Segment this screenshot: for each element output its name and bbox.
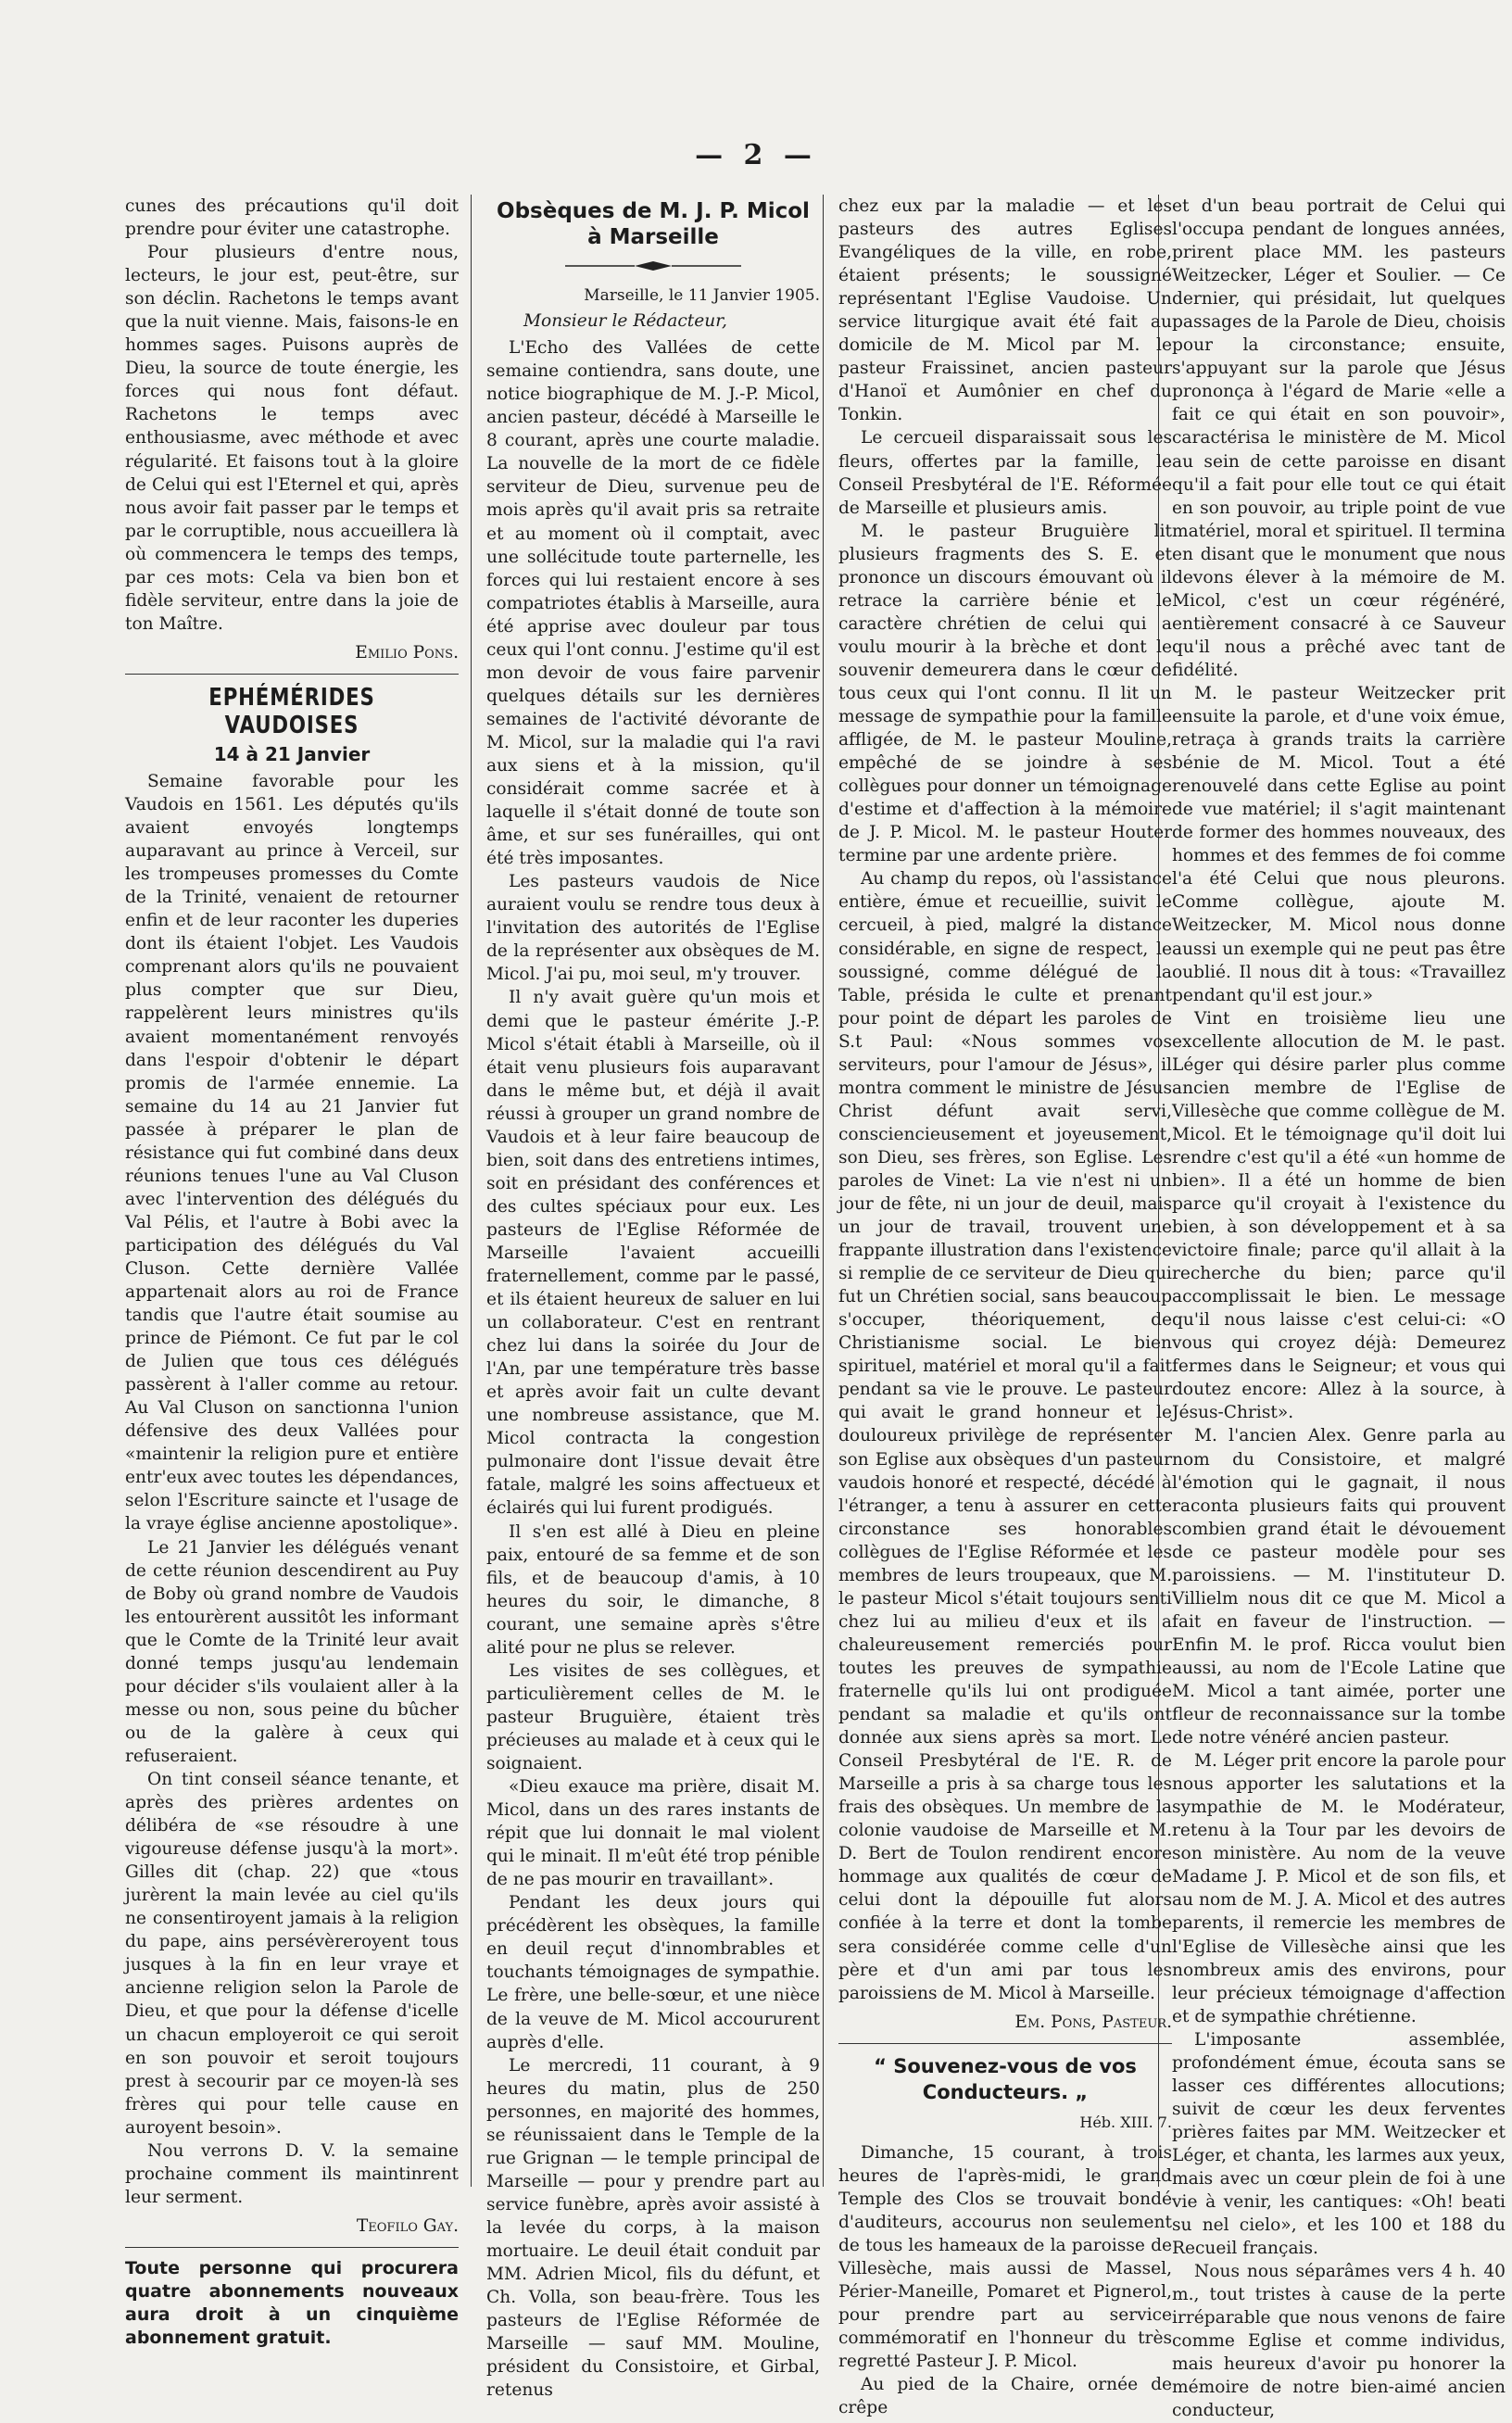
column-rule bbox=[823, 195, 824, 2187]
paragraph: M. le pasteur Weitzecker prit ensuite la parole, et d'une voix émue, retraça à grands traits la carrière bénie de M. Micol. Tout a été renouvelé dans cette Eglise au point de vue matériel; il s'agit maintenant de former des hommes nouveaux, des hommes et des femmes de foi comme l'a été Celui que nous pleurons. Comme collègue, ajoute M. Weitzecker, M. Micol nous donne aussi un exemple qui ne peut pas être oublié. Il nous dit à tous: «Travaillez pendant qu'il est jour.» bbox=[1172, 683, 1506, 1005]
divider bbox=[838, 2043, 1172, 2044]
divider bbox=[125, 674, 459, 675]
paragraph: et d'un beau portrait de Celui qui l'occupa pendant de longues années, prirent place MM. les pasteurs Weitzecker, Léger et Soulier. — Ce dernier, qui présidait, lut quelques passages de la Parole de Dieu, choisis pour la circonstance; ensuite, s'appuyant sur la parole que Jésus prononça à l'égard de Marie «elle a fait ce qui était en son pouvoir», caractérisa le ministère de M. Micol au sein de cette paroisse en disant qu'il a fait pour elle tout ce qui était en son pouvoir, au triple point de vue matériel, moral et spirituel. Il termina en disant que le monument que nous devons élever à la mémoire de M. Micol, c'est un cœur régénéré, entièrement consacré à ce Sauveur qu'il nous a prêché avec tant de fidélité. bbox=[1172, 196, 1506, 680]
paragraph: Au pied de la Chaire, ornée de crêpe bbox=[838, 2375, 1172, 2418]
column-3 bbox=[838, 195, 1172, 2419]
column-1 bbox=[125, 195, 459, 2350]
column-4 bbox=[1172, 195, 1506, 2423]
paragraph: Pour plusieurs d'entre nous, lecteurs, le jour est, peut-être, sur son déclin. Rachetons le temps avant que la nuit vienne. Mais, faisons-le en hommes sages. Puisons auprès de Dieu, la source de toute énergie, les forces qui nous font défaut. Rachetons le temps avec enthousiasme, avec méthode et avec régularité. Et faisons tout à la gloire de Celui qui est l'Eternel et qui, après nous avoir fait passer par le temps et par le corruptible, nous accueillera là où commencera le temps des temps, par ces mots: Cela va bien bon et fidèle serviteur, entre dans la joie de ton Maître. bbox=[125, 243, 459, 634]
paragraph: Le mercredi, 11 courant, à 9 heures du matin, plus de 250 personnes, en majorité des hommes, se réunissaient dans le Temple de la rue Grignan — le temple principal de Marseille — pour y prendre part au service funèbre, après avoir assisté à la levée du corps, à la maison mortuaire. Le deuil était conduit par MM. Adrien Micol, fils du défunt, et Ch. Volla, son beau-frère. Tous les pasteurs de l'Eglise Réformée de Marseille — sauf MM. Mouline, président du Consistoire, et Girbal, retenus bbox=[486, 2055, 820, 2401]
signature: Emilio Pons. bbox=[355, 642, 459, 663]
paragraph: Nous nous séparâmes vers 4 h. 40 m., tout tristes à cause de la perte irréparable que nous venons de faire comme Eglise et comme individus, mais heureux d'avoir pu honorer la mémoire de notre bien-aimé ancien conducteur, bbox=[1172, 2262, 1506, 2421]
subscription-notice: Toute personne qui procurera quatre abonnements nouveaux aura droit à un cinquième abonnement gratuit. bbox=[125, 2257, 459, 2348]
section-title: EPHÉMÉRIDES VAUDOISES bbox=[208, 683, 375, 739]
paragraph: Semaine favorable pour les Vaudois en 1561. Les députés qu'ils avaient envoyés longtemps auparavant au prince à Verceil, sur les trompeuses promesses du Comte de la Trinité, venaient de retourner enfin et de leur raconter les duperies dont ils étaient l'objet. Les Vaudois comprenant alors qu'ils ne pouvaient plus compter que sur Dieu, rappelèrent leurs ministres qu'ils avaient momentanément renvoyés dans l'espoir d'obtenir le départ promis de l'armée ennemie. La semaine du 14 au 21 Janvier fut passée à préparer le plan de résistance qui fut combiné dans deux réunions tenues l'une au Val Cluson avec l'intervention des délégués du Val Pélis, et l'autre à Bobi avec la participation des délégués du Val Cluson. Cette dernière Vallée appartenait alors au roi de France tandis que l'autre était soumise au prince de Piémont. Ce fut par le col de Julien que tous ces délégués passèrent à l'aller comme au retour. Au Val Cluson on sanctionna l'union défensive des deux Vallées pour «maintenir la religion pure et entière entr'eux avec toutes les dépendances, selon l'Escriture saincte et l'usage de la vraye église ancienne apostolique». bbox=[125, 771, 459, 1534]
paragraph: Le 21 Janvier les délégués venant de cette réunion descendirent au Puy de Boby où grand nombre de Vaudois les entourèrent aussitôt les informant que le Comte de la Trinité leur avait donné temps jusqu'au lendemain pour décider s'ils voulaient aller à la messe ou non, sous peine du bûcher ou de la galère à ceux qui refuseraient. bbox=[125, 1537, 459, 1766]
paragraph: Le cercueil disparaissait sous les fleurs, offertes par la famille, le Conseil Presbytéral de l'E. Réformée de Marseille et plusieurs amis. bbox=[838, 428, 1172, 518]
paragraph: On tint conseil séance tenante, et après des prières ardentes on délibéra de «se résoudre à une vigoureuse défense jusqu'à la mort». Gilles dit (chap. 22) que «tous jurèrent la main levée au ciel qu'ils ne consentiroyent jamais à la religion du pape, ains persévèreroyent tous jusques à la fin en leur vraye et ancienne religion selon la Parole de Dieu, et que pour la défense d'icelle un chacun employeroit ce qui seroit en son pouvoir et seroit toujours prest à secourir par ce moyen-là ses frères qui pour telle cause en auroyent besoin». bbox=[125, 1770, 459, 2138]
paragraph: cunes des précautions qu'il doit prendre pour éviter une catastrophe. bbox=[125, 196, 459, 240]
dateline: Marseille, le 11 Janvier 1905. bbox=[584, 286, 820, 306]
scripture-reference: Héb. XIII. 7. bbox=[1079, 2113, 1172, 2131]
paragraph: Les pasteurs vaudois de Nice auraient voulu se rendre tous deux à l'invitation des autorités de l'Eglise de la représenter aux obsèques de M. Micol. J'ai pu, moi seul, m'y trouver. bbox=[486, 872, 820, 985]
paragraph: Vint en troisième lieu une excellente allocution de M. le past. Léger qui désire parler plus comme ancien membre de l'Eglise de Villesèche que comme collègue de M. Micol. Et le témoignage qu'il doit lui rendre c'est qu'il a été «un homme de bien». Il a été un homme de bien parce qu'il croyait à l'existence du bien, à son développement et à sa victoire finale; parce qu'il allait à la recherche du bien; parce qu'il accomplissait le bien. Le message qu'il nous laisse c'est celui-ci: «O vous qui croyez déjà: Demeurez fermes dans le Seigneur; et vous qui doutez encore: Allez à la source, à Jésus-Christ». bbox=[1172, 1008, 1506, 1423]
paragraph: M. le pasteur Bruguière lit plusieurs fragments des S. E. et prononce un discours émouvant où il retrace la carrière bénie et le caractère chrétien de celui qui a voulu mourir à la brèche et dont le souvenir demeurera dans le cœur de tous ceux qui l'ont connu. Il lit un message de sympathie pour la famille affligée, de M. le pasteur Mouline, empêché de se joindre à ses collègues pour donner un témoignage d'estime et d'affection à la mémoire de J. P. Micol. M. le pasteur Houter termine par une ardente prière. bbox=[838, 521, 1172, 866]
signature: Teofilo Gay. bbox=[356, 2215, 459, 2236]
paragraph: Dimanche, 15 courant, à trois heures de l'après-midi, le grand Temple des Clos se trouvait bondé d'auditeurs, accourus non seulement de tous les hameaux de la paroisse de Villesèche, mais aussi de Massel, Périer-Maneille, Pomaret et Pignerol, pour prendre part au service commémoratif en l'honneur du très regretté Pasteur J. P. Micol. bbox=[838, 2142, 1172, 2372]
divider bbox=[125, 2247, 459, 2248]
paragraph: «Dieu exauce ma prière, disait M. Micol, dans un des rares instants de répit que lui donnait le mal violent qui le minait. Il m'eût été trop pénible de ne pas mourir en travaillant». bbox=[486, 1777, 820, 1890]
article-title: “ Souvenez-vous de vos Conducteurs. „ bbox=[874, 2054, 1137, 2103]
ornament-divider bbox=[486, 256, 820, 279]
paragraph: L'Echo des Vallées de cette semaine contiendra, sans doute, une notice biographique de M. J.-P. Micol, ancien pasteur, décédé à Marseille le 8 courant, après une courte maladie. La nouvelle de la mort de ce fidèle serviteur de Dieu, survenue peu de mois après qu'il avait pris sa retraite et au moment où il comptait, avec une sollécitude toute parternelle, les forces qui lui restaient encore à ses compatriotes établis à Marseille, aura été apprise avec douleur par tous ceux qui l'ont connu. J'estime qu'il est mon devoir de vous faire parvenir quelques détails sur les dernières semaines de l'activité dévorante de M. Micol, sur la maladie qui l'a ravi aux siens et à la mission, qu'il considérait comme sacrée et à laquelle il s'était donné de toute son âme, et sur ses funérailles, qui ont été très imposantes. bbox=[486, 338, 820, 869]
paragraph: L'imposante assemblée, profondément émue, écouta sans se lasser ces différentes allocutions; suivit de cœur les deux ferventes prières faites par MM. Weitzecker et Léger, et chanta, les larmes aux yeux, mais avec un cœur plein de foi à une vie à venir, les cantiques: «Oh! beati su nel cielo», et les 100 et 188 du Recueil français. bbox=[1172, 2029, 1506, 2259]
paragraph: Nou verrons D. V. la semaine prochaine comment ils maintinrent leur serment. bbox=[125, 2140, 459, 2207]
article-title: Obsèques de M. J. P. Micol à Marseille bbox=[497, 199, 810, 249]
page-number: — 2 — bbox=[695, 139, 817, 171]
paragraph: Pendant les deux jours qui précédèrent les obsèques, la famille en deuil reçut d'innombrables et touchants témoignages de sympathie. Le frère, une belle-sœur, et une nièce de la veuve de M. Micol accoururent auprès d'elle. bbox=[486, 1893, 820, 2052]
paragraph: Les visites de ses collègues, et particulièrement celles de M. le pasteur Bruguière, étaient très précieuses au malade et à ceux qui le soignaient. bbox=[486, 1660, 820, 1773]
salutation: Monsieur le Rédacteur, bbox=[523, 311, 727, 332]
section-date: 14 à 21 Janvier bbox=[213, 742, 371, 765]
paragraph: Il s'en est allé à Dieu en pleine paix, entouré de sa femme et de son fils, et de beaucoup d'amis, à 10 heures du soir, le dimanche, 8 courant, une semaine après s'être alité pour ne plus se relever. bbox=[486, 1521, 820, 1658]
column-2 bbox=[486, 195, 820, 2402]
signature: Em. Pons, Pasteur. bbox=[1014, 2012, 1172, 2032]
paragraph: M. l'ancien Alex. Genre parla au nom du Consistoire, et malgré l'émotion qui le gagnait, il nous raconta plusieurs faits qui prouvent combien grand était le dévouement de ce pasteur modèle pour ses paroissiens. — M. l'instituteur D. Villielm nous dit ce que M. Micol a fait en faveur de l'instruction. — Enfin M. le prof. Ricca voulut bien aussi, au nom de l'Ecole Latine que M. Micol a tant aimée, porter une fleur de reconnaissance sur la tombe de notre vénéré ancien pasteur. bbox=[1172, 1426, 1506, 1748]
paragraph: chez eux par la maladie — et les pasteurs des autres Eglises Evangéliques de la ville, en robe, étaient présents; le soussigné représentant l'Eglise Vaudoise. Un service liturgique avait été fait au domicile de M. Micol par M. le pasteur Fraissinet, ancien pasteur d'Hanoï et Aumônier en chef du Tonkin. bbox=[838, 196, 1172, 425]
paragraph: M. Léger prit encore la parole pour nous apporter les salutations et la sympathie de M. le Modérateur, retenu à la Tour par les devoirs de son ministère. Au nom de la veuve Madame J. P. Micol et de son fils, et au nom de M. J. A. Micol et des autres parents, il remercie les membres de l'Eglise de Villesèche ainsi que les nombreux amis des environs, pour leur précieux témoignage d'affection et de sympathie chrétienne. bbox=[1172, 1751, 1506, 2026]
column-rule bbox=[471, 195, 472, 2187]
paragraph: Au champ du repos, où l'assistance entière, émue et recueillie, suivit le cercueil, à pied, malgré la distance considérable, en signe de respect, le soussigné, comme délégué de la Table, présida le culte et prenant pour point de départ les paroles de S.t Paul: «Nous sommes vos serviteurs, pour l'amour de Jésus», il montra comment le ministre de Jésus Christ défunt avait servi, consciencieusement et joyeusement, son Dieu, ses frères, son Eglise. Les paroles de Vinet: La vie n'est ni un jour de fête, ni un jour de deuil, mais un jour de travail, trouvent une frappante illustration dans l'existence si remplie de ce serviteur de Dieu qui fut un Chrétien social, sans beaucoup s'occuper, théoriquement, de Christianisme social. Le bien spirituel, matériel et moral qu'il a fait pendant sa vie le prouve. Le pasteur qui avait le grand honneur et le douloureux privilège de représenter son Eglise aux obsèques d'un pasteur vaudois honoré et respecté, décédé à l'étranger, a tenu à assurer en cette circonstance ses honorables collègues de l'Eglise Réformée et les membres de leurs troupeaux, que M. le pasteur Micol s'était toujours senti chez lui au milieu d'eux et ils a chaleureusement remerciés pour toutes les preuves de sympathie fraternelle qu'ils lui ont prodiguée pendant sa maladie et qu'ils ont donnée aux siens après sa mort. Le Conseil Presbytéral de l'E. R. de Marseille a pris à sa charge tous les frais des obsèques. Un membre de la colonie vaudoise de Marseille et M. D. Bert de Toulon rendirent encore hommage aux qualités de cœur de celui dont la dépouille fut alors confiée à la terre et dont la tombe sera considérée comme celle d'un père et d'un ami par tous les paroissiens de M. Micol à Marseille. bbox=[838, 869, 1172, 2003]
paragraph: Il n'y avait guère qu'un mois et demi que le pasteur émérite J.-P. Micol s'était établi à Marseille, où il était venu plusieurs fois auparavant dans le même but, et déjà il avait réussi à grouper un grand nombre de Vaudois et à leur faire beaucoup de bien, soit dans des entretiens intimes, soit en présidant des conférences et des cultes spéciaux pour eux. Les pasteurs de l'Eglise Réformée de Marseille l'avaient accueilli fraternellement, comme par le passé, et ils étaient heureux de saluer en lui un collaborateur. C'est en rentrant chez lui dans la soirée du Jour de l'An, par une température très basse et après avoir fait un culte devant une nombreuse assistance, que M. Micol contracta la congestion pulmonaire dont l'issue devait être fatale, malgré les soins affectueux et éclairés qui lui furent prodigués. bbox=[486, 988, 820, 1519]
